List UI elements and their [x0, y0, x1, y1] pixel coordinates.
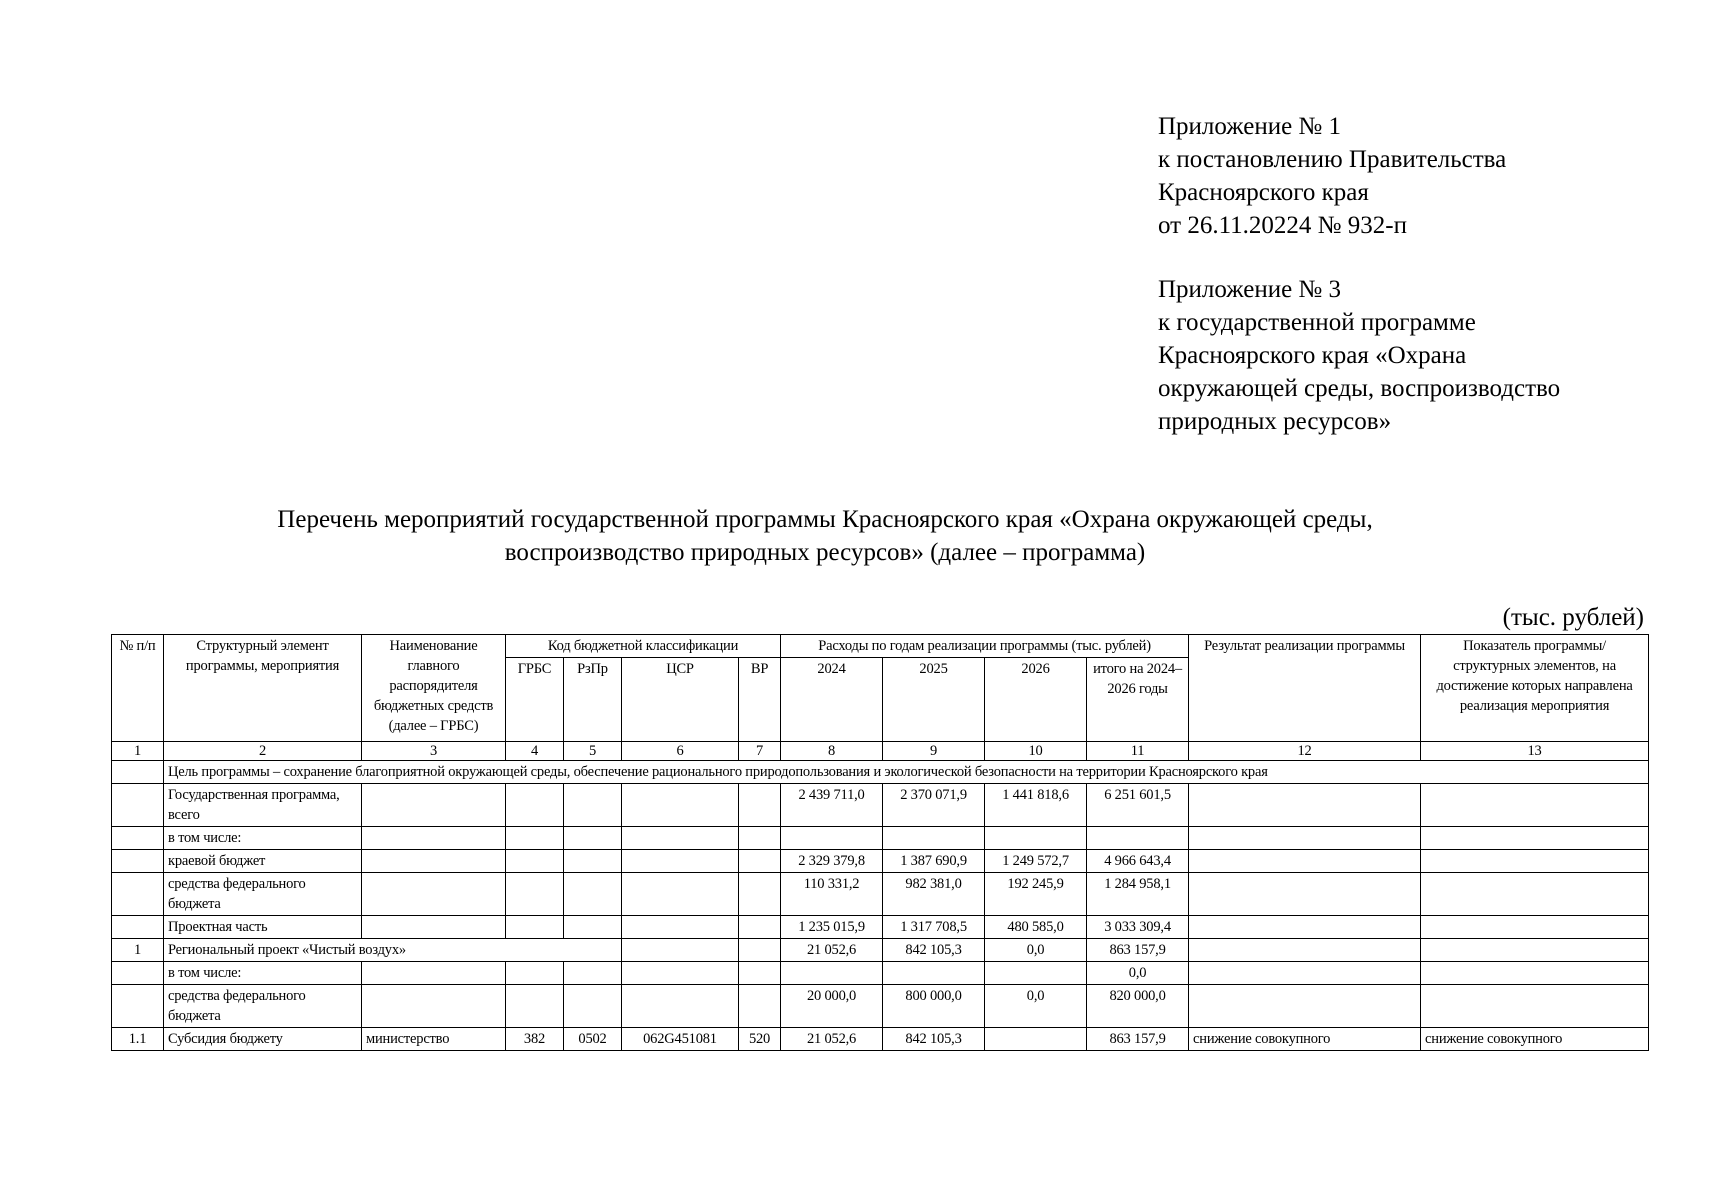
appendix-1-line: Приложение № 1 [1158, 113, 1342, 140]
header-grbs-name: Наименование главного распорядителя бюджетных средств (далее – ГРБС) [362, 635, 506, 742]
row-name: Государственная программа, всего [164, 784, 362, 827]
row-2026: 0,0 [985, 985, 1087, 1028]
row-total: 820 000,0 [1087, 985, 1189, 1028]
appendix-3-line: Приложение № 3 [1158, 276, 1342, 303]
measures-table [111, 634, 1649, 1051]
row-2025: 842 105,3 [883, 939, 985, 962]
row-2024: 20 000,0 [781, 985, 883, 1028]
column-number: 2 [164, 742, 362, 761]
column-number: 1 [112, 742, 164, 761]
row-vr: 520 [739, 1028, 781, 1051]
row-indicator: снижение совокупного [1421, 1028, 1649, 1051]
row-name: в том числе: [164, 962, 362, 985]
document-title-line-2: воспроизводство природных ресурсов» (далее – программа) [504, 539, 1146, 566]
column-number: 7 [739, 742, 781, 761]
row-2026: 0,0 [985, 939, 1087, 962]
header-code-group: Код бюджетной классификации [506, 635, 781, 658]
table-row [112, 985, 1649, 1028]
column-number: 10 [985, 742, 1087, 761]
row-2025: 2 370 071,9 [883, 784, 985, 827]
row-name: в том числе: [164, 827, 362, 850]
header-2025: 2025 [883, 658, 985, 742]
row-2024 [781, 827, 883, 850]
row-2026: 1 249 572,7 [985, 850, 1087, 873]
column-number: 13 [1421, 742, 1649, 761]
row-num [112, 784, 164, 827]
column-number: 3 [362, 742, 506, 761]
appendix-3-line: к государственной программе [1158, 309, 1476, 336]
row-2025: 842 105,3 [883, 1028, 985, 1051]
row-num: 1 [112, 939, 164, 962]
column-number: 5 [564, 742, 622, 761]
header-expenses-group: Расходы по годам реализации программы (тыс. рублей) [781, 635, 1189, 658]
column-number: 9 [883, 742, 985, 761]
row-total: 863 157,9 [1087, 1028, 1189, 1051]
row-2026 [985, 1028, 1087, 1051]
row-result: снижение совокупного [1189, 1028, 1421, 1051]
row-2026: 192 245,9 [985, 873, 1087, 916]
row-2024 [781, 962, 883, 985]
row-num [112, 827, 164, 850]
row-num: 1.1 [112, 1028, 164, 1051]
table-row [112, 1028, 1649, 1051]
row-total: 1 284 958,1 [1087, 873, 1189, 916]
table-row [112, 873, 1649, 916]
row-2025: 1 317 708,5 [883, 916, 985, 939]
header-num: № п/п [112, 635, 164, 742]
document-title [110, 503, 1540, 569]
header-grbs: ГРБС [506, 658, 564, 742]
row-name: средства федерального бюджета [164, 873, 362, 916]
appendix-3-line: окружающей среды, воспроизводство [1158, 375, 1561, 402]
column-number: 6 [622, 742, 739, 761]
row-num [112, 916, 164, 939]
row-2024: 21 052,6 [781, 1028, 883, 1051]
row-name: Проектная часть [164, 916, 362, 939]
row-name: Региональный проект «Чистый воздух» [164, 939, 622, 962]
row-csr: 062G451081 [622, 1028, 739, 1051]
program-goal: Цель программы – сохранение благоприятной окружающей среды, обеспечение рационального природопользования и экологической безопасности на территории Красноярского края [164, 761, 1649, 784]
row-2026 [985, 827, 1087, 850]
document-title-line-1: Перечень мероприятий государственной программы Красноярского края «Охрана окружающей среды, [277, 506, 1373, 533]
row-2026: 1 441 818,6 [985, 784, 1087, 827]
appendix-1-line: от 26.11.20224 № 932-п [1158, 212, 1407, 239]
row-grbs-name: министерство [362, 1028, 506, 1051]
table-row [112, 962, 1649, 985]
row-2024: 110 331,2 [781, 873, 883, 916]
row-name: Субсидия бюджету [164, 1028, 362, 1051]
row-num [112, 873, 164, 916]
row-total: 0,0 [1087, 962, 1189, 985]
row-2025 [883, 827, 985, 850]
table-row [112, 916, 1649, 939]
column-number: 4 [506, 742, 564, 761]
row-num [112, 962, 164, 985]
header-total: итого на 2024–2026 годы [1087, 658, 1189, 742]
appendix-3-line: природных ресурсов» [1158, 408, 1392, 435]
row-total: 6 251 601,5 [1087, 784, 1189, 827]
row-2024: 1 235 015,9 [781, 916, 883, 939]
table-row [112, 850, 1649, 873]
goal-row [112, 761, 1649, 784]
row-2024: 2 329 379,8 [781, 850, 883, 873]
column-number: 8 [781, 742, 883, 761]
row-2025: 1 387 690,9 [883, 850, 985, 873]
row-grbs: 382 [506, 1028, 564, 1051]
header-vr: ВР [739, 658, 781, 742]
table-row [112, 784, 1649, 827]
row-total: 4 966 643,4 [1087, 850, 1189, 873]
row-num [112, 850, 164, 873]
header-indicator: Показатель программы/ структурных элементов, на достижение которых направлена реализация мероприятия [1421, 635, 1649, 742]
row-2024: 2 439 711,0 [781, 784, 883, 827]
row-2025: 982 381,0 [883, 873, 985, 916]
header-csr: ЦСР [622, 658, 739, 742]
row-2026 [985, 962, 1087, 985]
header-2026: 2026 [985, 658, 1087, 742]
header-result: Результат реализации программы [1189, 635, 1421, 742]
row-name: краевой бюджет [164, 850, 362, 873]
appendix-3-line: Красноярского края «Охрана [1158, 342, 1467, 369]
row-total [1087, 827, 1189, 850]
appendix-3-block [1158, 273, 1560, 438]
row-2025 [883, 962, 985, 985]
units-label: (тыс. рублей) [1502, 604, 1644, 631]
row-2026: 480 585,0 [985, 916, 1087, 939]
table-row [112, 827, 1649, 850]
appendix-1-block [1158, 110, 1506, 242]
appendix-1-line: к постановлению Правительства [1158, 146, 1507, 173]
header-2024: 2024 [781, 658, 883, 742]
row-num [112, 985, 164, 1028]
row-2024: 21 052,6 [781, 939, 883, 962]
row-rzpr: 0502 [564, 1028, 622, 1051]
row-2025: 800 000,0 [883, 985, 985, 1028]
header-rzpr: РзПр [564, 658, 622, 742]
appendix-1-line: Красноярского края [1158, 179, 1369, 206]
row-total: 863 157,9 [1087, 939, 1189, 962]
column-number: 11 [1087, 742, 1189, 761]
row-total: 3 033 309,4 [1087, 916, 1189, 939]
column-number: 12 [1189, 742, 1421, 761]
header-element: Структурный элемент программы, мероприятия [164, 635, 362, 742]
row-name: средства федерального бюджета [164, 985, 362, 1028]
table-row [112, 939, 1649, 962]
